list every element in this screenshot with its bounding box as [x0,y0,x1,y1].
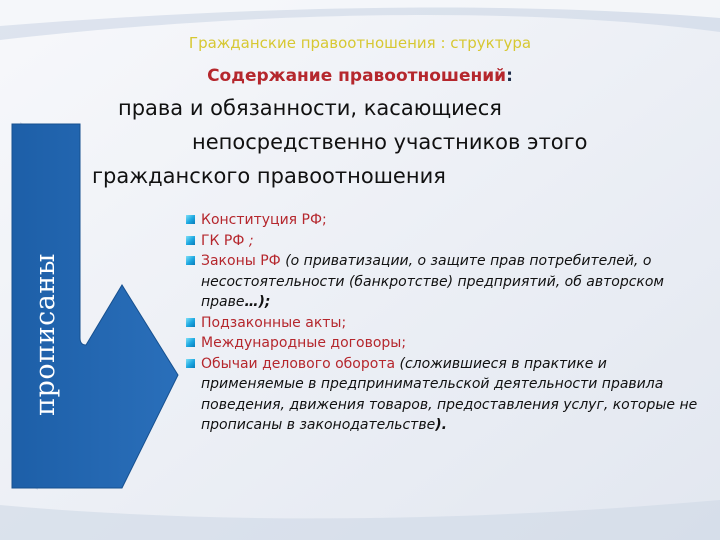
item-main: Международные договоры; [201,335,407,351]
item-tail: ). [435,417,447,433]
item-description: (сложившиеся в практике и применяемые в предпринимательской деятельности правила поведения, движения товаров, предоставления услуг, которые не прописаны в законодательстве [201,355,698,433]
item-main: Законы РФ [201,253,286,269]
item-main: ГК РФ [201,232,249,249]
list-item [186,333,708,354]
subtitle-text: Содержание правоотношений [207,66,507,86]
definition-line-1: права и обязанности, касающиеся [118,96,502,120]
square-bullet-icon [186,215,195,224]
list-item [186,354,708,436]
sources-list [186,210,708,436]
item-main: Обычаи делового оборота [201,355,400,372]
item-main: Подзаконные акты; [201,314,347,331]
square-bullet-icon [186,359,195,368]
list-item [186,313,708,334]
definition-line-3: гражданского правоотношения [92,164,446,188]
square-bullet-icon [186,338,195,347]
square-bullet-icon [186,256,195,265]
slide-title: Гражданские правоотношения : структура [188,34,532,52]
item-tail: …); [244,294,271,310]
square-bullet-icon [186,318,195,327]
definition-line-2: непосредственно участников этого [192,130,588,154]
item-description: (о приватизации, о защите прав потребителей, о несостоятельности (банкротстве) предприятий, об авторском праве [201,253,664,310]
list-item [186,251,708,313]
subtitle-colon: : [506,66,513,86]
list-item [186,231,708,252]
item-main: Конституция РФ; [201,212,327,228]
arrow-label [6,204,84,464]
square-bullet-icon [186,236,195,245]
list-item [186,210,708,231]
arrow-label-text: прописаны [29,252,61,416]
item-suffix: ; [248,232,254,249]
section-subtitle [0,66,720,86]
